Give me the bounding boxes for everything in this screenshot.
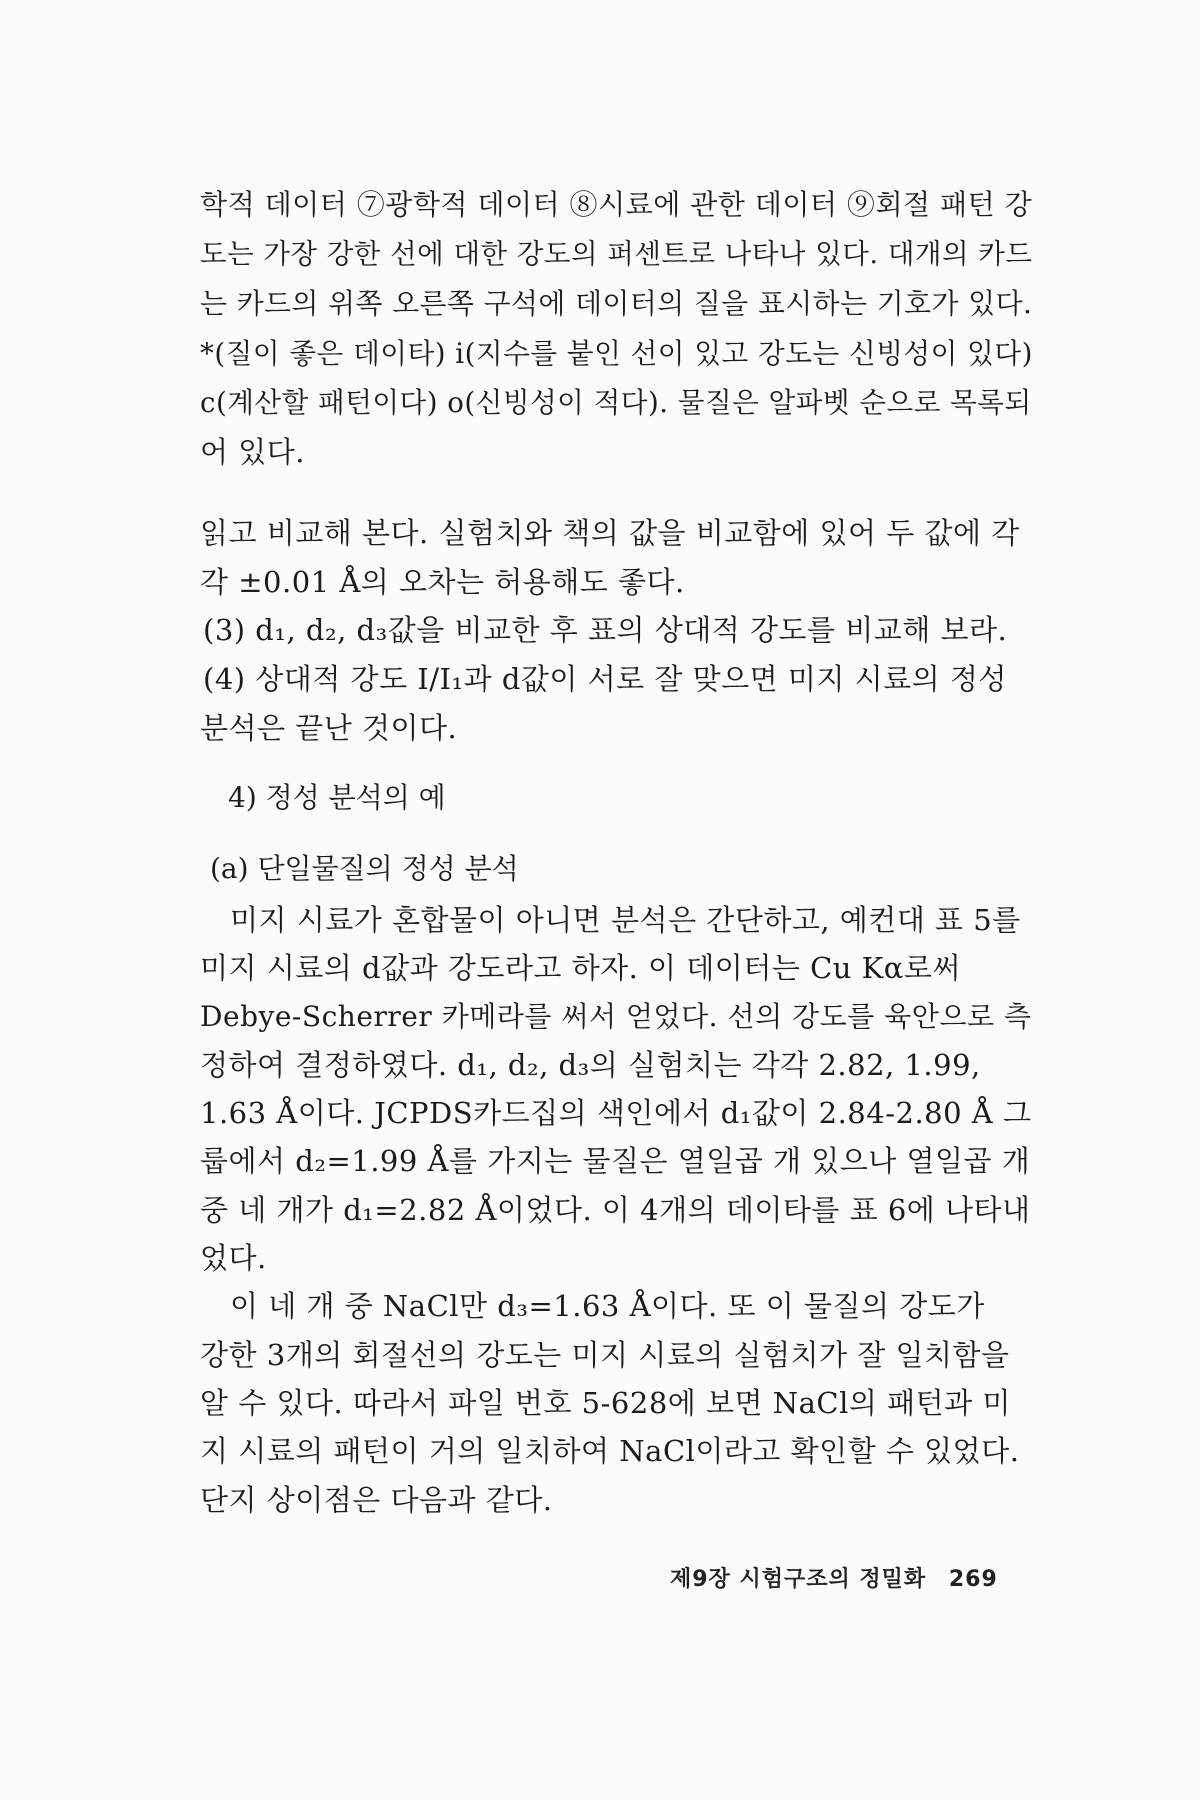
step-4-line: (4) 상대적 강도 I/I₁과 d값이 서로 잘 맞으면 미지 시료의 정성 — [203, 662, 1007, 697]
paragraph-card-data — [200, 180, 1040, 478]
text-line: 분석은 끝난 것이다. — [200, 710, 458, 745]
text-line: 정하여 결정하였다. d₁, d₂, d₃의 실험치는 각각 2.82, 1.99, — [200, 1047, 981, 1082]
subsection-heading: (a) 단일물질의 정성 분석 — [210, 852, 519, 885]
page-number: 269 — [948, 1567, 998, 1592]
section-heading: 4) 정성 분석의 예 — [228, 781, 446, 814]
text-line: 지 시료의 패턴이 거의 일치하여 NaCl이라고 확인할 수 있었다. — [200, 1434, 1020, 1469]
text-line: *(질이 좋은 데이타) i(지수를 붙인 선이 있고 강도는 신빙성이 있다) — [200, 336, 1033, 370]
text-line: c(계산할 패턴이다) o(신빙성이 적다). 물질은 알파벳 순으로 목록되 — [200, 386, 1032, 420]
text-line: 미지 시료의 d값과 강도라고 하자. 이 데이터는 Cu Kα로써 — [200, 951, 961, 986]
text-line: 는 카드의 위쪽 오른쪽 구석에 데이터의 질을 표시하는 기호가 있다. — [200, 287, 1033, 321]
text-line: 미지 시료가 혼합물이 아니면 분석은 간단하고, 예컨대 표 5를 — [230, 903, 1021, 937]
text-line: Debye-Scherrer 카메라를 써서 얻었다. 선의 강도를 육안으로 측 — [200, 999, 1032, 1033]
page-footer — [670, 1562, 998, 1593]
paragraph-comparison-steps — [200, 509, 1040, 752]
text-line: 읽고 비교해 본다. 실험치와 책의 값을 비교함에 있어 두 값에 각 — [200, 516, 1020, 550]
text-line: 단지 상이점은 다음과 같다. — [200, 1482, 553, 1517]
step-3-line: (3) d₁, d₂, d₃값을 비교한 후 표의 상대적 강도를 비교해 보라. — [203, 613, 1008, 648]
text-line: 룹에서 d₂=1.99 Å를 가지는 물질은 열일곱 개 있으나 열일곱 개 — [200, 1144, 1031, 1179]
text-line: 1.63 Å이다. JCPDS카드집의 색인에서 d₁값이 2.84-2.80 Å 그 — [200, 1096, 1032, 1131]
text-line: 각 ±0.01 Å의 오차는 허용해도 좋다. — [200, 564, 685, 599]
text-line: 었다. — [200, 1241, 267, 1276]
text-line: 강한 3개의 회절선의 강도는 미지 시료의 실험치가 잘 일치함을 — [200, 1337, 1010, 1372]
text-line: 도는 가장 강한 선에 대한 강도의 퍼센트로 나타나 있다. 대개의 카드 — [200, 237, 1033, 270]
text-line: 학적 데이터 ⑦광학적 데이터 ⑧시료에 관한 데이터 ⑨회절 패턴 강 — [200, 188, 1033, 221]
paragraph-single-substance-analysis — [200, 896, 1040, 1524]
text-line: 어 있다. — [200, 434, 305, 469]
text-line: 알 수 있다. 따라서 파일 번호 5-628에 보면 NaCl의 패턴과 미 — [200, 1385, 1011, 1420]
text-line: 중 네 개가 d₁=2.82 Å이었다. 이 4개의 데이타를 표 6에 나타내 — [200, 1192, 1031, 1227]
chapter-title: 제9장 시험구조의 정밀화 — [670, 1567, 927, 1592]
text-line: 이 네 개 중 NaCl만 d₃=1.63 Å이다. 또 이 물질의 강도가 — [230, 1289, 985, 1324]
